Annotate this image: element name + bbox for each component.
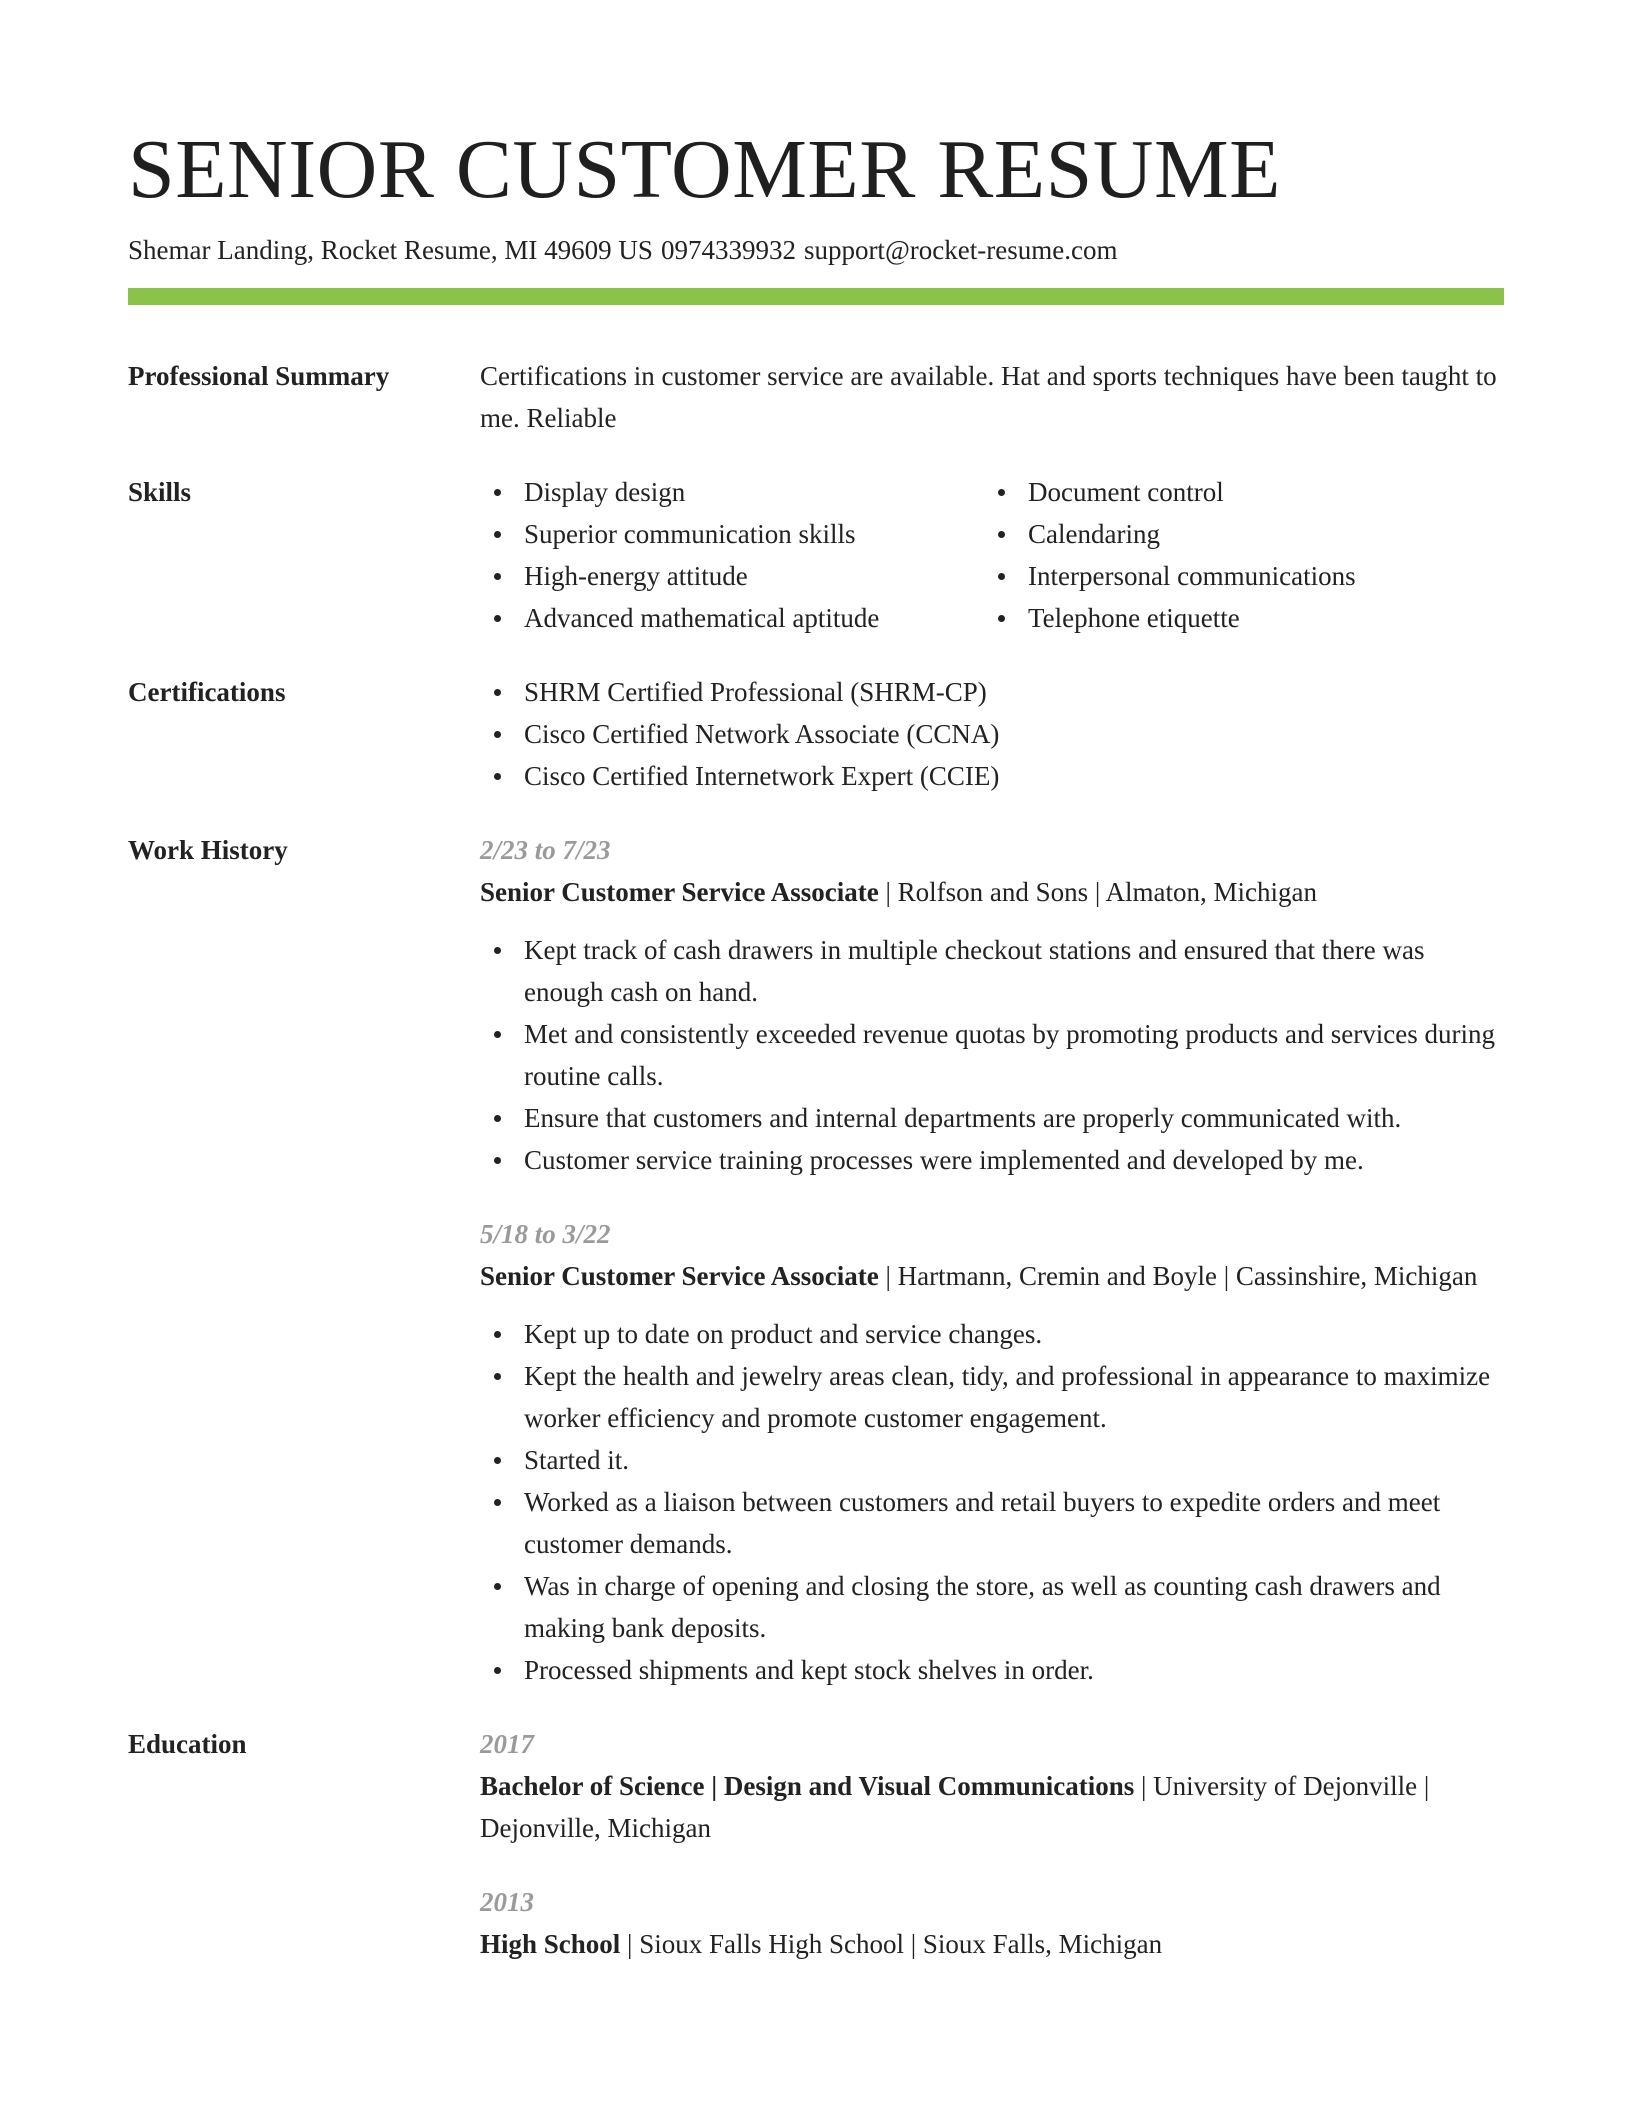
job-details: | Rolfson and Sons | Almaton, Michigan xyxy=(878,877,1317,907)
job-title: Senior Customer Service Associate xyxy=(480,1261,879,1291)
summary-text: Certifications in customer service are available. Hat and sports techniques have been taught to me. Reliable xyxy=(480,361,1497,433)
section-skills xyxy=(128,471,1504,639)
header-divider xyxy=(128,288,1504,305)
education-degree: High School xyxy=(480,1929,621,1959)
skill-item: Display design xyxy=(480,471,984,513)
job-heading xyxy=(480,871,1504,913)
education-degree: Bachelor of Science | Design and Visual Communications xyxy=(480,1771,1135,1801)
job-title: Senior Customer Service Associate xyxy=(480,877,879,907)
job-bullet: Worked as a liaison between customers and retail buyers to expedite orders and meet customer demands. xyxy=(480,1481,1504,1565)
section-certifications xyxy=(128,671,1504,797)
section-label-summary: Professional Summary xyxy=(128,361,390,391)
job-bullet: Kept up to date on product and service changes. xyxy=(480,1313,1504,1355)
job-bullet: Met and consistently exceeded revenue quotas by promoting products and services during routine calls. xyxy=(480,1013,1504,1097)
job-entry xyxy=(480,829,1504,1181)
education-details: | University of Dejonville | Dejonville, Michigan xyxy=(480,1771,1430,1843)
job-details: | Hartmann, Cremin and Boyle | Cassinshire, Michigan xyxy=(878,1261,1478,1291)
education-entry xyxy=(480,1723,1504,1849)
section-summary xyxy=(128,355,1504,439)
education-year: 2017 xyxy=(480,1729,534,1759)
job-bullet: Was in charge of opening and closing the store, as well as counting cash drawers and making bank deposits. xyxy=(480,1565,1504,1649)
email: support@rocket-resume.com xyxy=(803,235,1118,265)
job-entry xyxy=(480,1213,1504,1691)
education-heading xyxy=(480,1923,1504,1965)
education-entry xyxy=(480,1881,1504,1965)
certification-item: SHRM Certified Professional (SHRM-CP) xyxy=(480,671,1504,713)
certification-item: Cisco Certified Internetwork Expert (CCIE) xyxy=(480,755,1504,797)
job-bullet: Started it. xyxy=(480,1439,1504,1481)
certification-item: Cisco Certified Network Associate (CCNA) xyxy=(480,713,1504,755)
section-label-skills: Skills xyxy=(128,477,192,507)
section-education xyxy=(128,1723,1504,1965)
address: Shemar Landing, Rocket Resume, MI 49609 US xyxy=(128,235,653,265)
skill-item: High-energy attitude xyxy=(480,555,984,597)
skill-item: Advanced mathematical aptitude xyxy=(480,597,984,639)
skills-list-right xyxy=(984,471,1488,639)
contact-line xyxy=(128,232,1504,268)
education-details: | Sioux Falls High School | Sioux Falls, Michigan xyxy=(620,1929,1163,1959)
education-heading xyxy=(480,1765,1504,1849)
skill-item: Document control xyxy=(984,471,1488,513)
skill-item: Calendaring xyxy=(984,513,1488,555)
skill-item: Interpersonal communications xyxy=(984,555,1488,597)
job-dates: 2/23 to 7/23 xyxy=(480,835,611,865)
skill-item: Superior communication skills xyxy=(480,513,984,555)
job-dates: 5/18 to 3/22 xyxy=(480,1219,611,1249)
section-work-history xyxy=(128,829,1504,1691)
resume-title: SENIOR CUSTOMER RESUME xyxy=(128,123,1281,216)
job-bullet: Customer service training processes were implemented and developed by me. xyxy=(480,1139,1504,1181)
section-label-certifications: Certifications xyxy=(128,677,286,707)
job-heading xyxy=(480,1255,1504,1297)
job-bullet: Kept the health and jewelry areas clean, tidy, and professional in appearance to maximize worker efficiency and promote customer engagement. xyxy=(480,1355,1504,1439)
education-year: 2013 xyxy=(480,1887,534,1917)
job-bullets xyxy=(480,929,1504,1181)
certifications-list xyxy=(480,671,1504,797)
job-bullet: Processed shipments and kept stock shelves in order. xyxy=(480,1649,1504,1691)
section-label-work: Work History xyxy=(128,835,288,865)
section-label-education: Education xyxy=(128,1729,247,1759)
job-bullets xyxy=(480,1313,1504,1691)
phone: 0974339932 xyxy=(660,235,796,265)
job-bullet: Ensure that customers and internal departments are properly communicated with. xyxy=(480,1097,1504,1139)
skills-list-left xyxy=(480,471,984,639)
job-bullet: Kept track of cash drawers in multiple checkout stations and ensured that there was enough cash on hand. xyxy=(480,929,1504,1013)
skill-item: Telephone etiquette xyxy=(984,597,1488,639)
